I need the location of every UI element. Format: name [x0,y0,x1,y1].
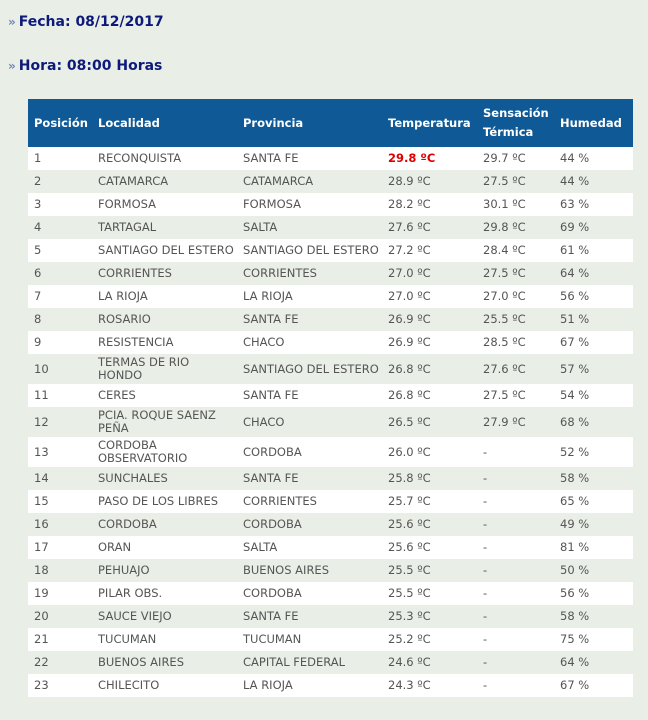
cell-humedad: 56 % [554,285,633,308]
cell-temperatura: 25.6 ºC [382,513,477,536]
cell-posicion: 15 [28,490,92,513]
cell-posicion: 1 [28,147,92,170]
cell-temperatura: 25.2 ºC [382,628,477,651]
cell-sensacion-termica: - [477,582,554,605]
cell-sensacion-termica: 27.5 ºC [477,170,554,193]
cell-temperatura: 26.8 ºC [382,384,477,407]
cell-humedad: 52 % [554,437,633,467]
cell-posicion: 14 [28,467,92,490]
cell-localidad: PCIA. ROQUE SAENZ PEÑA [92,407,237,437]
cell-provincia: FORMOSA [237,193,382,216]
cell-localidad: RECONQUISTA [92,147,237,170]
cell-humedad: 44 % [554,170,633,193]
table-row [28,513,633,536]
cell-sensacion-termica: - [477,467,554,490]
cell-temperatura: 25.5 ºC [382,582,477,605]
cell-temperatura: 26.8 ºC [382,354,477,384]
cell-posicion: 23 [28,674,92,697]
table-row [28,285,633,308]
cell-humedad: 64 % [554,651,633,674]
table-row [28,437,633,467]
cell-localidad: PILAR OBS. [92,582,237,605]
cell-sensacion-termica: - [477,536,554,559]
cell-provincia: LA RIOJA [237,674,382,697]
cell-posicion: 22 [28,651,92,674]
table-row [28,490,633,513]
column-header-sensacion-termica: Sensación Térmica [477,99,554,147]
cell-sensacion-termica: - [477,628,554,651]
hora-text: Hora: 08:00 Horas [18,58,163,74]
cell-humedad: 58 % [554,467,633,490]
temperature-table [28,99,633,697]
cell-temperatura: 25.3 ºC [382,605,477,628]
cell-humedad: 58 % [554,605,633,628]
cell-humedad: 49 % [554,513,633,536]
temperature-table-container [28,99,633,697]
cell-humedad: 61 % [554,239,633,262]
table-row [28,308,633,331]
cell-sensacion-termica: 29.7 ºC [477,147,554,170]
cell-humedad: 68 % [554,407,633,437]
cell-humedad: 81 % [554,536,633,559]
cell-localidad: CERES [92,384,237,407]
cell-temperatura: 24.3 ºC [382,674,477,697]
cell-posicion: 16 [28,513,92,536]
table-row [28,331,633,354]
cell-provincia: CORRIENTES [237,262,382,285]
cell-provincia: SANTA FE [237,308,382,331]
cell-sensacion-termica: 27.5 ºC [477,262,554,285]
cell-humedad: 63 % [554,193,633,216]
cell-localidad: ORAN [92,536,237,559]
cell-temperatura: 26.9 ºC [382,308,477,331]
cell-provincia: CHACO [237,407,382,437]
cell-provincia: LA RIOJA [237,285,382,308]
cell-provincia: CHACO [237,331,382,354]
table-row [28,605,633,628]
cell-temperatura: 28.9 ºC [382,170,477,193]
cell-posicion: 7 [28,285,92,308]
cell-provincia: SALTA [237,536,382,559]
cell-provincia: CORDOBA [237,513,382,536]
cell-localidad: CORDOBA OBSERVATORIO [92,437,237,467]
cell-provincia: CORDOBA [237,437,382,467]
cell-localidad: PEHUAJO [92,559,237,582]
cell-localidad: SUNCHALES [92,467,237,490]
cell-sensacion-termica: 28.5 ºC [477,331,554,354]
column-header-localidad: Localidad [92,99,237,147]
cell-humedad: 51 % [554,308,633,331]
cell-localidad: CATAMARCA [92,170,237,193]
cell-humedad: 75 % [554,628,633,651]
cell-posicion: 3 [28,193,92,216]
table-row [28,193,633,216]
cell-humedad: 69 % [554,216,633,239]
cell-posicion: 18 [28,559,92,582]
fecha-heading [8,14,164,30]
cell-provincia: SANTA FE [237,384,382,407]
column-header-temperatura: Temperatura [382,99,477,147]
column-header-posicion: Posición [28,99,92,147]
cell-posicion: 11 [28,384,92,407]
cell-sensacion-termica: 27.0 ºC [477,285,554,308]
cell-temperatura: 28.2 ºC [382,193,477,216]
table-row [28,536,633,559]
cell-temperatura: 27.0 ºC [382,262,477,285]
cell-sensacion-termica: 25.5 ºC [477,308,554,331]
table-row [28,559,633,582]
cell-posicion: 5 [28,239,92,262]
cell-temperatura: 25.7 ºC [382,490,477,513]
cell-posicion: 2 [28,170,92,193]
cell-sensacion-termica: - [477,559,554,582]
table-row [28,628,633,651]
column-header-provincia: Provincia [237,99,382,147]
table-row [28,467,633,490]
cell-provincia: CORRIENTES [237,490,382,513]
cell-provincia: CATAMARCA [237,170,382,193]
cell-posicion: 6 [28,262,92,285]
cell-temperatura: 26.5 ºC [382,407,477,437]
cell-humedad: 50 % [554,559,633,582]
cell-sensacion-termica: - [477,651,554,674]
cell-localidad: LA RIOJA [92,285,237,308]
cell-humedad: 67 % [554,331,633,354]
column-header-humedad: Humedad [554,99,633,147]
cell-localidad: ROSARIO [92,308,237,331]
table-row [28,384,633,407]
cell-temperatura: 27.6 ºC [382,216,477,239]
cell-sensacion-termica: - [477,490,554,513]
cell-sensacion-termica: - [477,605,554,628]
double-chevron-right-icon: » [8,15,15,29]
cell-provincia: SANTA FE [237,147,382,170]
cell-humedad: 64 % [554,262,633,285]
table-row [28,582,633,605]
cell-temperatura: 25.5 ºC [382,559,477,582]
table-row [28,674,633,697]
cell-sensacion-termica: - [477,674,554,697]
cell-provincia: CORDOBA [237,582,382,605]
cell-posicion: 8 [28,308,92,331]
cell-localidad: TARTAGAL [92,216,237,239]
table-row [28,216,633,239]
table-body [28,147,633,697]
cell-posicion: 13 [28,437,92,467]
cell-localidad: CORRIENTES [92,262,237,285]
table-row [28,354,633,384]
cell-provincia: TUCUMAN [237,628,382,651]
cell-sensacion-termica: 27.9 ºC [477,407,554,437]
table-row [28,170,633,193]
cell-provincia: SALTA [237,216,382,239]
cell-provincia: CAPITAL FEDERAL [237,651,382,674]
table-header-row [28,99,633,147]
cell-localidad: TERMAS DE RIO HONDO [92,354,237,384]
cell-provincia: SANTA FE [237,467,382,490]
cell-localidad: CHILECITO [92,674,237,697]
cell-humedad: 65 % [554,490,633,513]
cell-localidad: CORDOBA [92,513,237,536]
cell-localidad: SANTIAGO DEL ESTERO [92,239,237,262]
cell-localidad: PASO DE LOS LIBRES [92,490,237,513]
cell-provincia: SANTIAGO DEL ESTERO [237,239,382,262]
table-row [28,407,633,437]
cell-sensacion-termica: 27.5 ºC [477,384,554,407]
cell-sensacion-termica: - [477,437,554,467]
cell-temperatura: 29.8 ºC [382,147,477,170]
cell-sensacion-termica: 29.8 ºC [477,216,554,239]
cell-sensacion-termica: 28.4 ºC [477,239,554,262]
fecha-text: Fecha: 08/12/2017 [18,14,164,30]
cell-humedad: 56 % [554,582,633,605]
cell-localidad: SAUCE VIEJO [92,605,237,628]
hora-heading [8,58,162,74]
cell-temperatura: 25.8 ºC [382,467,477,490]
cell-temperatura: 24.6 ºC [382,651,477,674]
cell-posicion: 17 [28,536,92,559]
cell-posicion: 12 [28,407,92,437]
cell-posicion: 20 [28,605,92,628]
cell-posicion: 4 [28,216,92,239]
cell-sensacion-termica: 30.1 ºC [477,193,554,216]
cell-localidad: TUCUMAN [92,628,237,651]
table-row [28,147,633,170]
cell-temperatura: 27.0 ºC [382,285,477,308]
cell-temperatura: 26.0 ºC [382,437,477,467]
cell-temperatura: 27.2 ºC [382,239,477,262]
cell-sensacion-termica: 27.6 ºC [477,354,554,384]
cell-provincia: SANTA FE [237,605,382,628]
cell-provincia: SANTIAGO DEL ESTERO [237,354,382,384]
table-row [28,651,633,674]
cell-humedad: 67 % [554,674,633,697]
cell-sensacion-termica: - [477,513,554,536]
cell-posicion: 21 [28,628,92,651]
cell-humedad: 44 % [554,147,633,170]
cell-posicion: 10 [28,354,92,384]
table-row [28,239,633,262]
cell-provincia: BUENOS AIRES [237,559,382,582]
cell-temperatura: 26.9 ºC [382,331,477,354]
cell-localidad: BUENOS AIRES [92,651,237,674]
cell-localidad: FORMOSA [92,193,237,216]
cell-temperatura: 25.6 ºC [382,536,477,559]
cell-localidad: RESISTENCIA [92,331,237,354]
cell-posicion: 19 [28,582,92,605]
cell-humedad: 54 % [554,384,633,407]
cell-posicion: 9 [28,331,92,354]
table-row [28,262,633,285]
double-chevron-right-icon: » [8,59,15,73]
cell-humedad: 57 % [554,354,633,384]
